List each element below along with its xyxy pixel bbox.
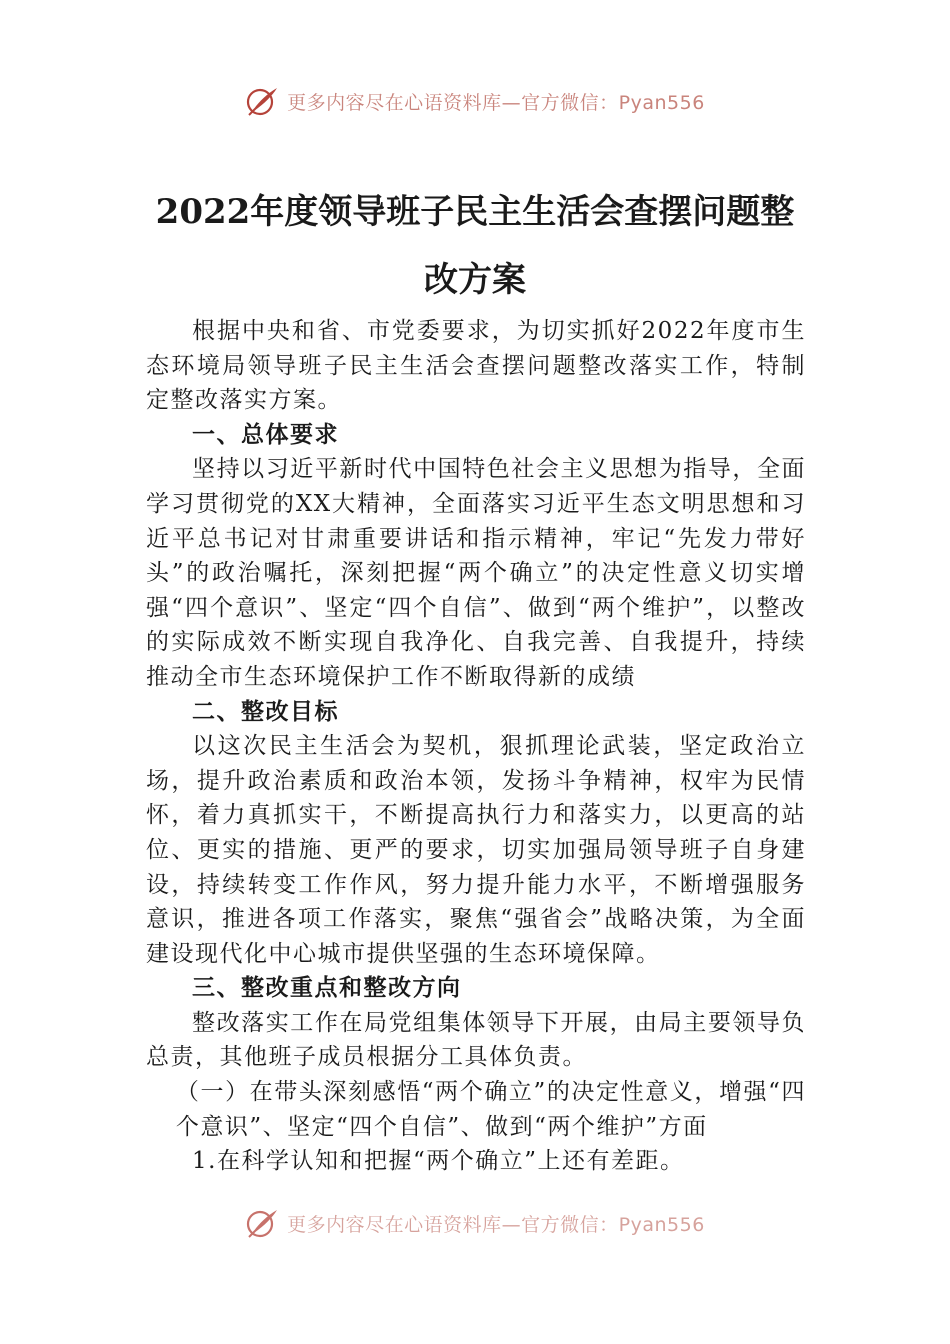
document-body [146, 314, 806, 1179]
section-body-general-requirements: 坚持以习近平新时代中国特色社会主义思想为指导，全面学习贯彻党的XX大精神，全面落实习近平生态文明思想和习近平总书记对甘肃重要讲话和指示精神，牢记“先发力带好头”的政治嘱托，深刻把握“两个确立”的决定性意义切实增强“四个意识”、坚定“四个自信”、做到“两个维护”，以整改的实际成效不断实现自我净化、自我完善、自我提升，持续推动全市生态环境保护工作不断取得新的成绩 [146, 456, 806, 690]
section-heading-rectification-focus: 三、整改重点和整改方向 [192, 975, 462, 1002]
watermark-text: 更多内容尽在心语资料库—官方微信：Pyan556 [287, 1213, 705, 1236]
document-title-line1: 2022年度领导班子民主生活会查摆问题整 [155, 192, 795, 232]
section-body-rectification-goals: 以这次民主生活会为契机，狠抓理论武装，坚定政治立场，提升政治素质和政治本领，发扬斗争精神，权牢为民情怀，着力真抓实干，不断提高执行力和落实力，以更高的站位、更实的措施、更严的要求，切实加强局领导班子自身建设，持续转变工作作风，努力提升能力水平，不断增强服务意识，推进各项工作落实，聚焦“强省会”战略决策，为全面建设现代化中心城市提供坚强的生态环境保障。 [146, 733, 806, 967]
list-item-1: 1.在科学认知和把握“两个确立”上还有差距。 [192, 1148, 685, 1175]
watermark-text: 更多内容尽在心语资料库—官方微信：Pyan556 [287, 91, 705, 114]
intro-paragraph: 根据中央和省、市党委要求，为切实抓好2022年度市生态环境局领导班子民主生活会查摆问题整改落实工作，特制定整改落实方案。 [146, 318, 806, 414]
subsection-heading-1: （一）在带头深刻感悟“两个确立”的决定性意义，增强“四个意识”、坚定“四个自信”、做到“两个维护”方面 [175, 1079, 806, 1140]
watermark-header [0, 86, 950, 116]
section-body-rectification-focus: 整改落实工作在局党组集体领导下开展，由局主要领导负总责，其他班子成员根据分工具体负责。 [146, 1009, 806, 1071]
quill-pen-logo-icon [245, 1208, 279, 1238]
section-heading-rectification-goals: 二、整改目标 [192, 698, 339, 725]
watermark-footer [0, 1208, 950, 1238]
quill-pen-logo-icon [245, 86, 279, 116]
document-title-line2: 改方案 [424, 260, 526, 300]
section-heading-general-requirements: 一、总体要求 [192, 421, 339, 448]
